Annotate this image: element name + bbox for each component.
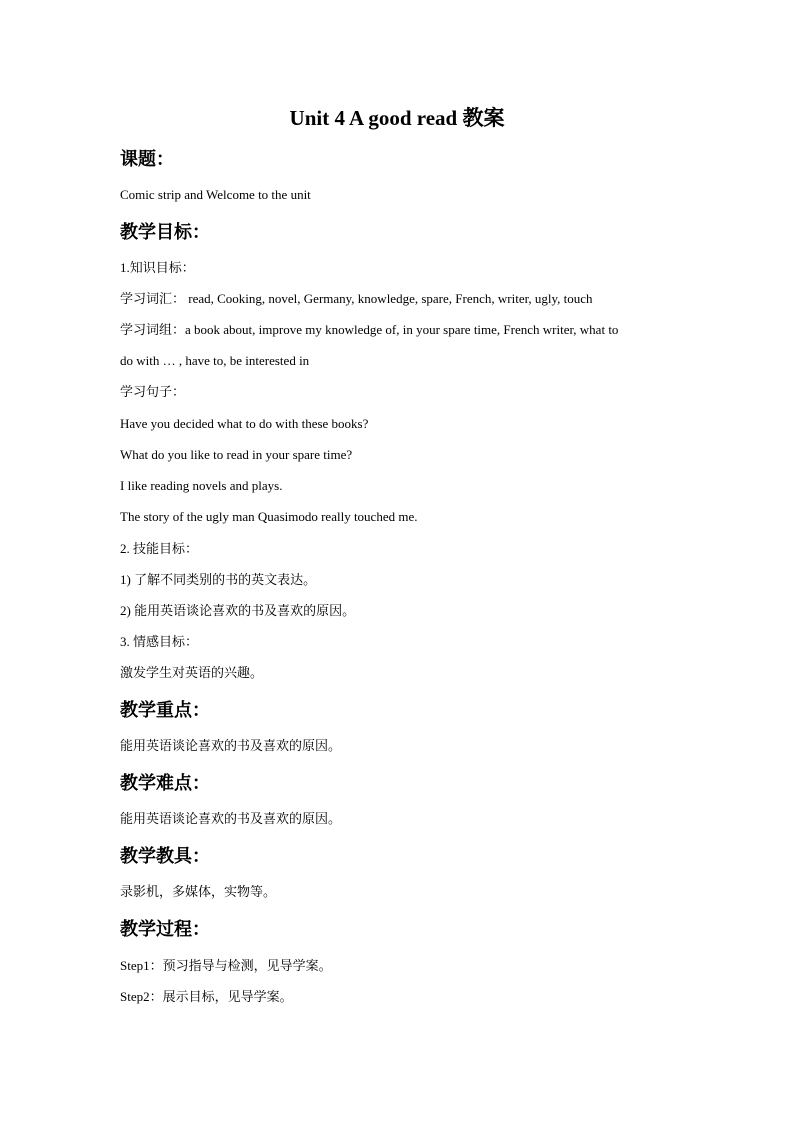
sentences-label: 学习句子： xyxy=(120,384,186,399)
skill-item: 1) 了解不同类别的书的英文表达。 xyxy=(120,572,317,587)
key-points-heading: 教学重点： xyxy=(120,700,210,720)
knowledge-objective-label: 1.知识目标： xyxy=(120,260,195,275)
objectives-heading: 教学目标： xyxy=(120,222,210,242)
document-title: Unit 4 A good read 教案 xyxy=(289,106,505,130)
skill-objective-label: 2. 技能目标： xyxy=(120,541,199,556)
sentence-item: The story of the ugly man Quasimodo really touched me. xyxy=(120,509,418,524)
skill-item: 2) 能用英语谈论喜欢的书及喜欢的原因。 xyxy=(120,603,356,618)
phrases-line-2: do with … , have to, be interested in xyxy=(120,353,310,368)
key-points-text: 能用英语谈论喜欢的书及喜欢的原因。 xyxy=(120,738,342,753)
process-heading: 教学过程： xyxy=(120,919,210,939)
process-step: Step1：预习指导与检测，见导学案。 xyxy=(120,958,332,973)
phrases-line-1: 学习词组：a book about, improve my knowledge of, in your spare time, French writer, what to xyxy=(120,322,619,337)
teaching-tools-text: 录影机，多媒体，实物等。 xyxy=(120,884,277,899)
sentence-item: What do you like to read in your spare time? xyxy=(120,447,353,462)
difficulties-heading: 教学难点： xyxy=(120,773,210,793)
topic-heading: 课题： xyxy=(120,149,174,169)
process-step: Step2：展示目标，见导学案。 xyxy=(120,989,293,1004)
topic-text: Comic strip and Welcome to the unit xyxy=(120,187,311,202)
emotion-objective-text: 激发学生对英语的兴趣。 xyxy=(120,665,264,680)
vocabulary-line: 学习词汇： read, Cooking, novel, Germany, knowledge, spare, French, writer, ugly, touch xyxy=(120,291,593,306)
sentence-item: I like reading novels and plays. xyxy=(120,478,283,493)
emotion-objective-label: 3. 情感目标： xyxy=(120,634,199,649)
sentence-item: Have you decided what to do with these books? xyxy=(120,416,369,431)
teaching-tools-heading: 教学教具： xyxy=(120,846,210,866)
difficulties-text: 能用英语谈论喜欢的书及喜欢的原因。 xyxy=(120,811,342,826)
